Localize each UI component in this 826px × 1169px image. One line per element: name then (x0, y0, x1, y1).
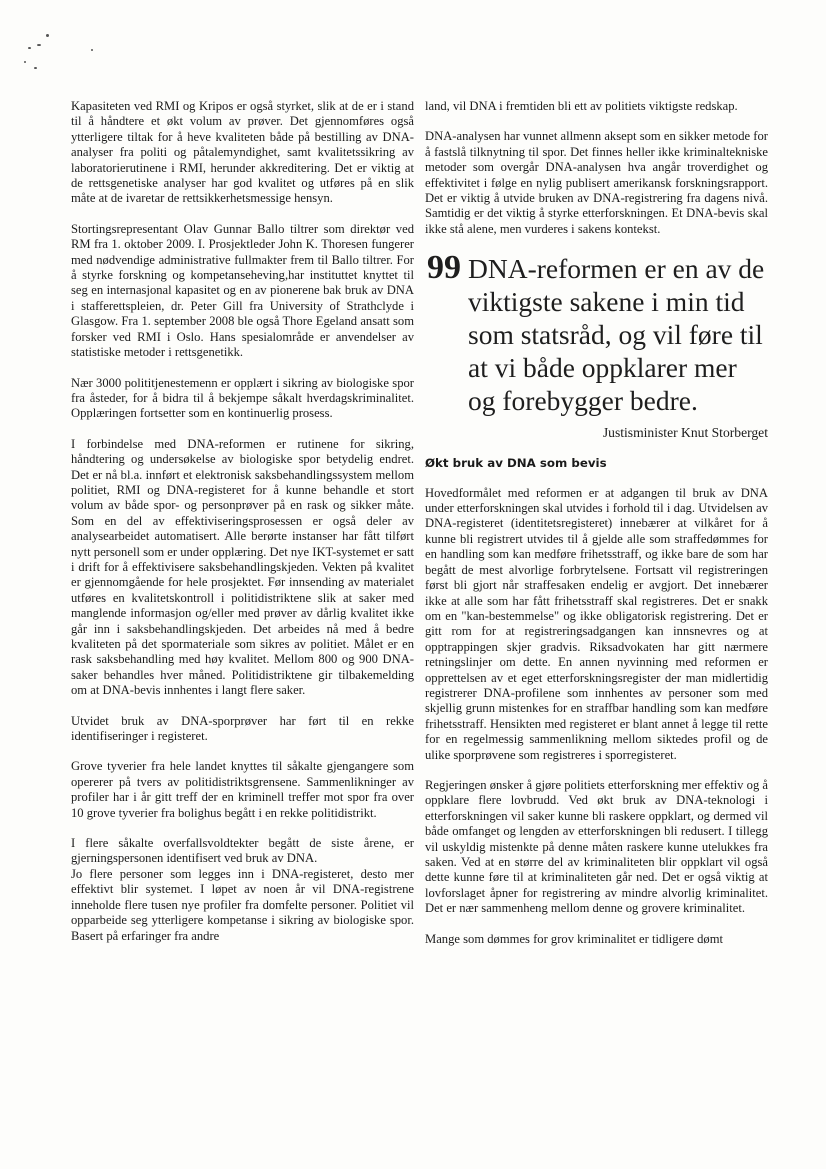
scan-speck (91, 49, 93, 51)
paragraph: Regjeringen ønsker å gjøre politiets etterforskning mer effektiv og å oppklare flere lovbrudd. Ved økt bruk av DNA-teknologi i etterforskningen vil saker kunne bli raskere oppklart, og dermed vil både omfanget og lengden av etterforskningen bli redusert. I tillegg vil uskyldig mistenkte på denne måten raskere kunne utelukkes fra saken. Ved at en større del av kriminaliteten blir oppklart vil også dette kunne føre til at kriminaliteten går ned. Det er også viktig at lovforslaget åpner for registrering av mindre alvorlig kriminalitet. Det er nær sammenheng mellom denne og grovere kriminalitet. (425, 777, 768, 916)
paragraph: Jo flere personer som legges inn i DNA-registeret, desto mer effektivt blir systemet. I løpet av noen år vil DNA-registrene inneholde flere tusen nye profiler fra domfelte personer. Politiet vil opparbeide seg ytterligere kompetanse i sikring av biologiske spor. Basert på erfaringer fra andre (71, 866, 414, 943)
paragraph: Grove tyverier fra hele landet knyttes til såkalte gjengangere som opererer på tvers av politidistriktsgrensene. Sammenlikninger av profiler har i år gitt treff der en kriminell treffer mot spor fra over 10 grove tyverier fra bolighus begått i en rekke politidistrikt. (71, 759, 414, 820)
quote-attribution: Justisminister Knut Storberget (602, 425, 768, 441)
scan-speck (24, 61, 26, 63)
pull-quote (425, 249, 768, 417)
scan-speck (46, 34, 49, 37)
paragraph: Utvidet bruk av DNA-sporprøver har ført til en rekke identifiseringer i registeret. (71, 713, 414, 744)
paragraph: Nær 3000 polititjenestemenn er opplært i sikring av biologiske spor fra åsteder, for å bidra til å bekjempe såkalt hverdagskriminalitet. Opplæringen fortsetter som en kontinuerlig prosess. (71, 375, 414, 421)
pull-quote-text: DNA-reformen er en av de viktigste sakene i min tid som statsråd, og vil føre til at vi både oppklarer mer og forebygger bedre. (468, 253, 765, 417)
scan-speck (28, 47, 31, 49)
paragraph: Hovedformålet med reformen er at adgangen til bruk av DNA under etterforskningen skal utvides i forhold til i dag. Utvidelsen av DNA-registeret (identitetsregisteret) innebærer at vilkåret for å kunne bli registrert utvides til å gjelde alle som straffedømmes for en handling som kan medføre frihetsstraff, og ikke bare de som har begått de mest alvorlige forbrytelsene. Fortsatt vil registreringen først bli gjort når straffesaken endelig er avgjort. Det innebærer ikke at alle som har fått frihetsstraff skal registreres. Det er snakk om en "kan-bestemmelse" og ikke obligatorisk registrering. Det er gitt rom for at registreringsadgangen kan innsnevres og at opptrappingen skjer gradvis. Riksadvokaten har gitt nærmere retningslinjer om dette. En annen nyvinning med reformen er opprettelsen av et eget etterforskningsregister der man midlertidig registrerer DNA-profilene som innhentes av personer som med skjellig grunn mistenkes for en straffbar handling som kan medføre frihetsstraff. Hensikten med registeret er blant annet å legge til rette for en regelmessig sammenlikning mellom siktedes profil og de ulike sporprøvene som registreres i sporregisteret. (425, 485, 768, 762)
paragraph: I forbindelse med DNA-reformen er rutinene for sikring, håndtering og undersøkelse av biologiske spor betydelig endret. Det er nå bl.a. innført et elektronisk saksbehandlingssystem mellom politiet, RMI og DNA-registeret for å kunne behandle et stort volum av både spor- og personprøver på en rask og sikker måte. Som en del av effektiviseringsprosessen er også deler av analysearbeidet automatisert. Alle berørte instanser har fått tilført nytt personell som er under opplæring. Det nye IKT-systemet er satt i drift for å effektivisere saksbehandlingskjeden. Vekten på kvalitet er gjennomgående for hele prosjektet. Før innsending av materialet utføres en kvalitetskontroll i politidistriktene slik at saker med manglende informasjon og/eller med prøver av dårlig kvalitet ikke går inn i saksbehandlingskjeden. Det arbeides nå med å bedre kvaliteten på det spormateriale som sikres av politiet. Målet er en rask saksbehandling med høy kvalitet. Mellom 800 og 900 DNA-saker behandles hver måned. Politidistriktene gir tilbakemelding om at DNA-bevis innhentes i langt flere saker. (71, 436, 414, 698)
paragraph: Stortingsrepresentant Olav Gunnar Ballo tiltrer som direktør ved RM fra 1. oktober 2009. I. Prosjektleder John K. Thoresen fungerer med nødvendige administrative fullmakter frem til Ballo tiltrer. For å styrke forskning og kompetanseheving,har instituttet knyttet til seg en internasjonal kapasitet og en av pionerene bak bruk av DNA i stafferettspleien, dr. Peter Gill fra University of Strathclyde i Glasgow. Fra 1. september 2008 ble også Thore Egeland ansatt som forsker ved RMI i Oslo. Hans spesialområde er anvendelser av statistiske metoder i rettsgenetikk. (71, 221, 414, 360)
scan-speck (34, 67, 37, 69)
section-subheading: Økt bruk av DNA som bevis (425, 455, 607, 470)
quote-mark-icon: 99 (427, 249, 461, 287)
scan-speck (37, 44, 41, 46)
paragraph: Mange som dømmes for grov kriminalitet er tidligere dømt (425, 931, 723, 946)
right-column (425, 99, 768, 962)
paragraph: Kapasiteten ved RMI og Kripos er også styrket, slik at de er i stand til å håndtere et økt volum av prøver. Det gjennomføres også ytterligere tiltak for å heve kvaliteten både på bestilling av DNA-analyser fra politi og påtalemyndighet, samt kvalitetssikring av laboratorierutinene i RMI, herunder akkreditering. Det er viktig at de rettsgenetiske analyser har god kvalitet og utføres på en slik måte at de ivaretar de rettsikkerhetsmessige hensyn. (71, 99, 414, 206)
left-column (71, 99, 414, 959)
paragraph: land, vil DNA i fremtiden bli ett av politiets viktigste redskap. (425, 99, 738, 113)
paragraph: I flere såkalte overfallsvoldtekter begått de siste årene, er gjerningspersonen identifisert ved bruk av DNA. (71, 836, 414, 866)
paragraph: DNA-analysen har vunnet allmenn aksept som en sikker metode for å fastslå tilknytning til spor. Det finnes heller ikke kriminaltekniske metoder som overgår DNA-analysen hva angår troverdighet og effektivitet i følge en nylig publisert amerikansk forskningsrapport. Det er viktig å utvide bruken av DNA-registrering fra dagens nivå. Samtidig er det viktig å styrke etterforskningen. Et DNA-bevis skal ikke stå alene, men vurderes i sakens kontekst. (425, 129, 768, 236)
